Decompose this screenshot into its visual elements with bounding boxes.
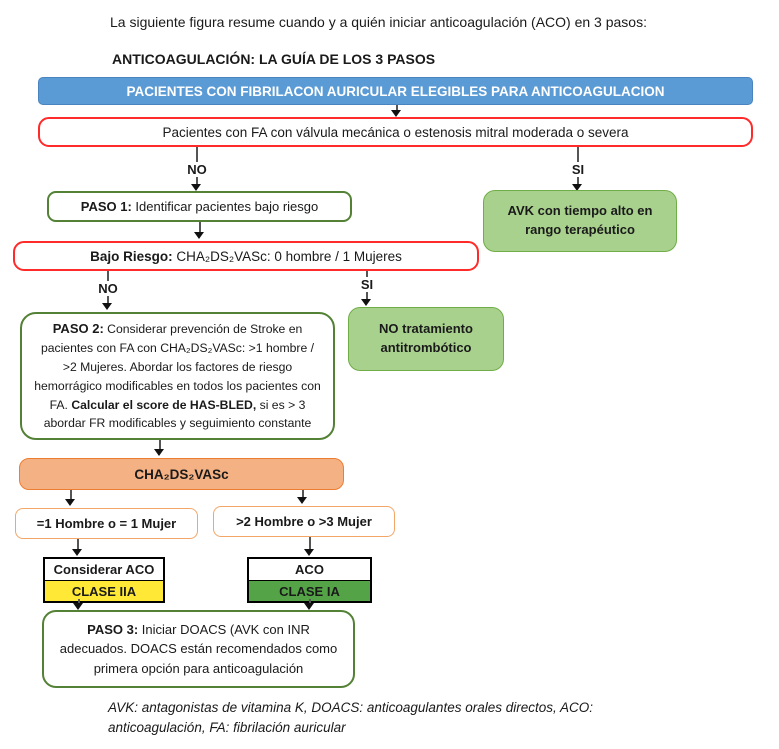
arrow-down-icon <box>73 603 83 610</box>
class-left-box <box>43 557 165 603</box>
intro-text: La siguiente figura resume cuando y a quién iniciar anticoagulación (ACO) en 3 pasos: <box>110 14 647 30</box>
arrow-down-icon <box>72 549 82 556</box>
paso1-label: PASO 1: Identificar pacientes bajo riesgo <box>80 199 319 214</box>
arrow-down-icon <box>154 449 164 456</box>
score-box: CHA₂DS₂VASc <box>19 458 344 490</box>
paso2-label: PASO 2: Considerar prevención de Stroke en pacientes con FA con CHA₂DS₂VASc: >1 hombre / >2 Mujeres. Abordar los factores de riesgo hemorrágico modificables en todos los pacientes con FA. Calcular el score de HAS-BLED, si es > 3 abordar FR modificables y seguimiento constante <box>34 320 321 431</box>
arrow-down-icon <box>391 110 401 117</box>
branch1-si-label: SI <box>571 162 585 177</box>
class-right-box <box>247 557 372 603</box>
bajo-riesgo-box <box>13 241 479 271</box>
avk-result-box: AVK con tiempo alto en rango terapéutico <box>483 190 677 252</box>
class-left-title: Considerar ACO <box>53 562 155 577</box>
paso3-box <box>42 610 355 688</box>
criteria-right-box: >2 Hombre o >3 Mujer <box>213 506 395 537</box>
class-right-title: ACO <box>295 562 324 577</box>
arrow-down-icon <box>191 184 201 191</box>
footnote-line2: anticoagulación, FA: fibrilación auricular <box>108 719 346 735</box>
paso2-box <box>20 312 335 440</box>
criteria-left-box: =1 Hombre o = 1 Mujer <box>15 508 198 539</box>
no-treatment-box: NO tratamiento antitrombótico <box>348 307 504 371</box>
banner-eligible-patients: PACIENTES CON FIBRILACON AURICULAR ELEGIBLES PARA ANTICOAGULACION <box>38 77 753 105</box>
arrow-down-icon <box>361 299 371 306</box>
paso3-label: PASO 3: Iniciar DOACS (AVK con INR adecuados. DOACS están recomendados como primera opción para anticoagulación <box>59 621 338 676</box>
valve-condition-box: Pacientes con FA con válvula mecánica o estenosis mitral moderada o severa <box>38 117 753 147</box>
branch2-no-label: NO <box>98 281 118 296</box>
class-left-grade: CLASE IIA <box>45 580 163 601</box>
branch1-no-label: NO <box>187 162 207 177</box>
branch2-si-label: SI <box>360 277 374 292</box>
arrow-down-icon <box>304 549 314 556</box>
arrow-down-icon <box>102 303 112 310</box>
class-right-grade: CLASE IA <box>249 580 370 601</box>
footnote-line1: AVK: antagonistas de vitamina K, DOACS: anticoagulantes orales directos, ACO: <box>108 700 593 715</box>
diagram-title: ANTICOAGULACIÓN: LA GUÍA DE LOS 3 PASOS <box>112 51 436 67</box>
arrow-down-icon <box>297 497 307 504</box>
arrow-down-icon <box>194 232 204 239</box>
arrow-down-icon <box>304 603 314 610</box>
bajo-riesgo-label: Bajo Riesgo: CHA₂DS₂VASc: 0 hombre / 1 Mujeres <box>90 248 402 264</box>
arrow-down-icon <box>65 499 75 506</box>
abbreviations-footnote <box>108 698 708 737</box>
paso1-box <box>47 191 352 222</box>
